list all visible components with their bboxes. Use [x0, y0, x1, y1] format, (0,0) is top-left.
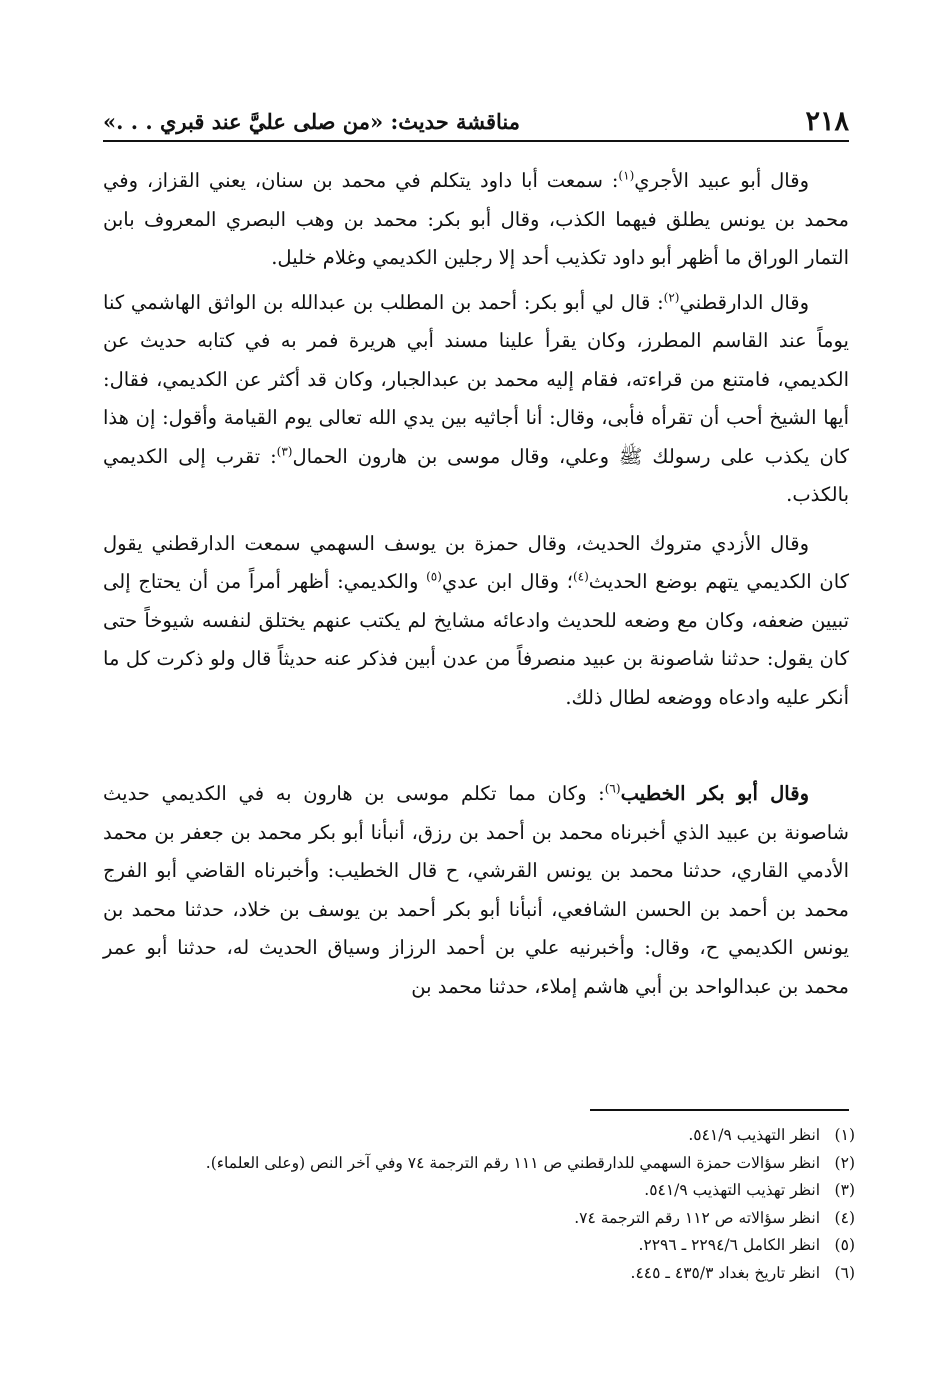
page-number: ٢١٨ — [805, 106, 849, 137]
footnote — [103, 1205, 863, 1233]
paragraph-text: وقال أبو عبيد الأجري — [634, 169, 809, 192]
footnote-reference[interactable]: (٣) — [276, 444, 293, 458]
footnote-number: (٣) — [834, 1181, 855, 1199]
paragraph — [103, 775, 849, 1006]
paragraph — [103, 162, 849, 278]
footnote-text: انظر التهذيب ٥٤١/٩. — [688, 1126, 821, 1144]
footnote-text: انظر تاريخ بغداد ٤٣٥/٣ ـ ٤٤٥. — [630, 1263, 821, 1282]
paragraph-text: وقال الدارقطني — [679, 290, 809, 314]
footnote-divider — [590, 1109, 849, 1111]
footnote-text: انظر سؤالاته ص ١١٢ رقم الترجمة ٧٤. — [574, 1208, 821, 1227]
footnote-reference[interactable]: (٤) — [572, 569, 589, 584]
paragraph-text: وقال الأزدي متروك الحديث، وقال حمزة بن يوسف السهمي سمعت الدارقطني يقول كان الكديمي يتهم بوضع الحديث — [103, 531, 849, 593]
footnotes — [103, 1122, 863, 1287]
main-text — [103, 162, 849, 1006]
footnote-number: (٢) — [834, 1153, 855, 1172]
paragraph-text: : سمعت أبا داود يتكلم في محمد بن سنان، يعني القزاز، وفي محمد بن يونس يطلق فيهما الكذب، وقال أبو بكر: محمد بن وهب البصري المعروف بابن التمار الوراق ما أظهر أبو داود تكذيب أحد إلا رجلين الكديمي وغلام خليل. — [103, 169, 849, 269]
footnote-reference[interactable]: (٥) — [426, 569, 442, 584]
footnote-reference[interactable]: (٦) — [604, 781, 621, 796]
footnote — [103, 1177, 863, 1205]
paragraph-text: : وكان مما تكلم موسى بن هارون به في الكديمي حديث شاصونة بن عبيد الذي أخبرناه محمد بن أحمد بن رزق، أنبأنا أبو بكر محمد بن جعفر بن محمد الأدمي القاري، حدثنا محمد بن يونس القرشي، ح قال الخطيب: وأخبرناه القاضي أبو الفرج محمد بن أحمد بن الحسن الشافعي، أنبأنا أبو بكر أحمد بن يوسف بن خلاد، حدثنا محمد بن يونس الكديمي ح، وقال: وأخبرنيه علي بن أحمد الرزاز وسياق الحديث له، حدثنا أبو عمر محمد بن عبدالواحد بن أبي هاشم إملاء، حدثنا محمد بن — [103, 782, 849, 998]
footnote — [103, 1260, 863, 1288]
paragraph — [103, 525, 849, 718]
paragraph-text: وقال أبو بكر الخطيب — [620, 782, 809, 805]
footnote — [103, 1122, 863, 1150]
footnote-number: (٥) — [834, 1236, 855, 1254]
footnote-number: (٤) — [834, 1208, 855, 1227]
running-title: مناقشة حديث: «من صلى عليَّ عند قبري . . .» — [103, 109, 521, 134]
footnote-number: (٦) — [834, 1263, 855, 1282]
footnote — [103, 1150, 863, 1178]
footnote-text: انظر الكامل ٢٢٩٤/٦ ـ ٢٢٩٦. — [638, 1236, 821, 1254]
footnote-text: انظر سؤالات حمزة السهمي للدارقطني ص ١١١ رقم الترجمة ٧٤ وفي آخر النص (وعلى العلماء). — [205, 1153, 821, 1172]
footnote-reference[interactable]: (٢) — [663, 290, 680, 304]
paragraph-text: : قال لي أبو بكر: أحمد بن المطلب بن عبدالله بن الواثق الهاشمي كنا يوماً عند القاسم المطرز، وكان يقرأ علينا مسند أبي هريرة فمر به في كتابه حديث عن الكديمي، فامتنع من قراءته، فقام إليه محمد بن عبدالجبار، وكان قد أكثر عن الكديمي، فقال: أيها الشيخ أحب أن تقرأه فأبى، وقال: أنا أجاثيه بين يدي الله تعالى يوم القيامة وأقول: إن هذا كان يكذب على رسولك ﷺ وعلي، وقال موسى بن هارون الحمال — [103, 290, 849, 468]
paragraph-text: : تقرب إلى الكديمي بالكذب. — [103, 444, 849, 506]
footnote-text: انظر تهذيب التهذيب ٥٤١/٩. — [644, 1181, 821, 1199]
paragraph-text: والكديمي: أظهر أمراً من أن يحتاج إلى تبيين ضعفه، وكان مع وضعه للحديث وادعائه مشايخ لم يكتب عنهم يختلق لنفسه شيوخاً حتى كان يقول: حدثنا شاصونة بن عبيد منصرفاً من عدن أبين فذكر عنه حديثاً قال ولو ذكرت كل ما أنكر عليه وادعاه ووضعه لطال ذلك. — [103, 570, 849, 709]
paragraph-text: ؛ وقال ابن عدي — [441, 570, 573, 593]
page-header — [103, 98, 849, 142]
footnote-number: (١) — [834, 1126, 855, 1144]
footnote-reference[interactable]: (١) — [618, 168, 635, 183]
paragraph — [103, 284, 849, 515]
footnote — [103, 1232, 863, 1260]
